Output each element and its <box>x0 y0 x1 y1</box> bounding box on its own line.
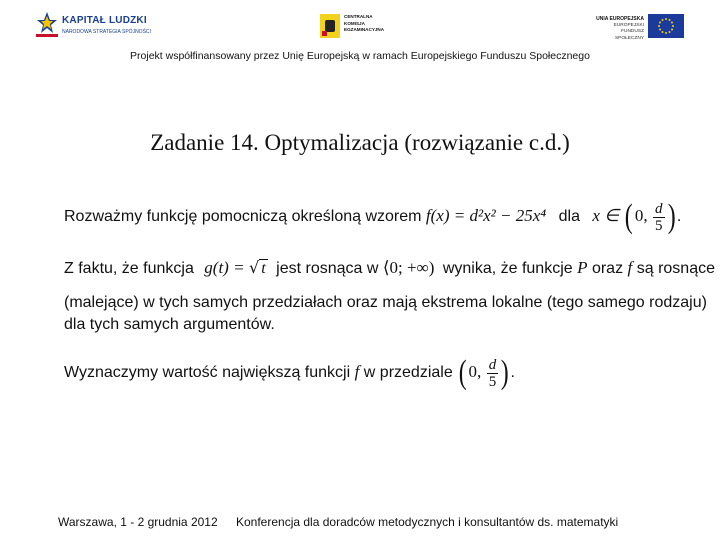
eu-logo <box>594 14 688 40</box>
logo-left-title: KAPITAŁ LUDZKI <box>62 15 147 26</box>
line1-fraction: $\frac{d}{5}$ <box>655 200 663 234</box>
eu-logo-text: UNIA EUROPEJSKA EUROPEJSKI FUNDUSZ SPOŁECZNY <box>596 16 644 41</box>
eu-flag-icon <box>648 14 684 38</box>
line2-interval: ⟨0; +∞) <box>382 258 435 277</box>
line2-p: P <box>577 258 588 277</box>
line1-dla: dla <box>558 208 580 226</box>
left-paren-3: ( <box>458 354 467 391</box>
cke-logo-text: CENTRALNA KOMISJA EGZAMINACYJNA <box>344 14 385 32</box>
line1-domain-var: x ∈ <box>592 206 620 226</box>
funding-note: Projekt współfinansowany przez Unię Europejską w ramach Europejskiego Funduszu Społecznego <box>130 50 590 62</box>
statement-line-2 <box>64 258 715 278</box>
oke-mark-icon <box>320 14 340 38</box>
line2-f: f <box>627 258 633 277</box>
line3-in: w przedziale <box>363 364 453 382</box>
line2-rest: wynika, że funkcje <box>442 260 573 277</box>
statement-line-1 <box>64 200 681 234</box>
line1-text: Rozważmy funkcję pomocniczą określoną wzorem <box>64 208 422 226</box>
cke-logo <box>320 12 420 42</box>
statement-line-3 <box>64 356 515 390</box>
line3-end: . <box>510 364 515 382</box>
line1-end: . <box>676 208 682 226</box>
line2-g-def: g(t) = <box>204 258 245 277</box>
sqrt-expression: √ t <box>249 258 266 277</box>
right-paren: ) <box>667 198 676 235</box>
line1-zero: 0, <box>634 206 648 226</box>
line3-zero: 0, <box>468 362 482 382</box>
footer-location-date: Warszawa, 1 - 2 grudnia 2012 <box>58 515 218 529</box>
right-paren-3: ) <box>500 354 509 391</box>
line2-oraz: oraz <box>591 260 624 277</box>
line2-middle: jest rosnąca w <box>276 260 379 277</box>
line1-formula: f(x) = d²x² − 25x⁴ <box>425 206 547 226</box>
statement-line-2c: dla tych samych argumentów. <box>64 316 275 333</box>
line2-end: są rosnące <box>636 260 715 277</box>
statement-line-2b: (malejące) w tych samych przedziałach oraz mają ekstrema lokalne (tego samego rodzaju) <box>64 294 707 311</box>
slide-title: Zadanie 14. Optymalizacja (rozwiązanie c.d.) <box>150 130 570 155</box>
line3-text: Wyznaczymy wartość największą funkcji <box>64 364 351 382</box>
footer-conference: Konferencja dla doradców metodycznych i konsultantów ds. matematyki <box>236 515 619 529</box>
line3-fraction: $\frac{d}{5}$ <box>488 356 497 390</box>
line3-f: f <box>354 362 360 382</box>
logo-left-subtitle: NARODOWA STRATEGIA SPÓJNOŚCI <box>62 29 151 35</box>
line2-intro: Z faktu, że funkcja <box>64 260 194 277</box>
left-paren: ( <box>625 198 634 235</box>
star-icon <box>36 10 58 38</box>
kapital-ludzki-logo <box>36 10 156 44</box>
